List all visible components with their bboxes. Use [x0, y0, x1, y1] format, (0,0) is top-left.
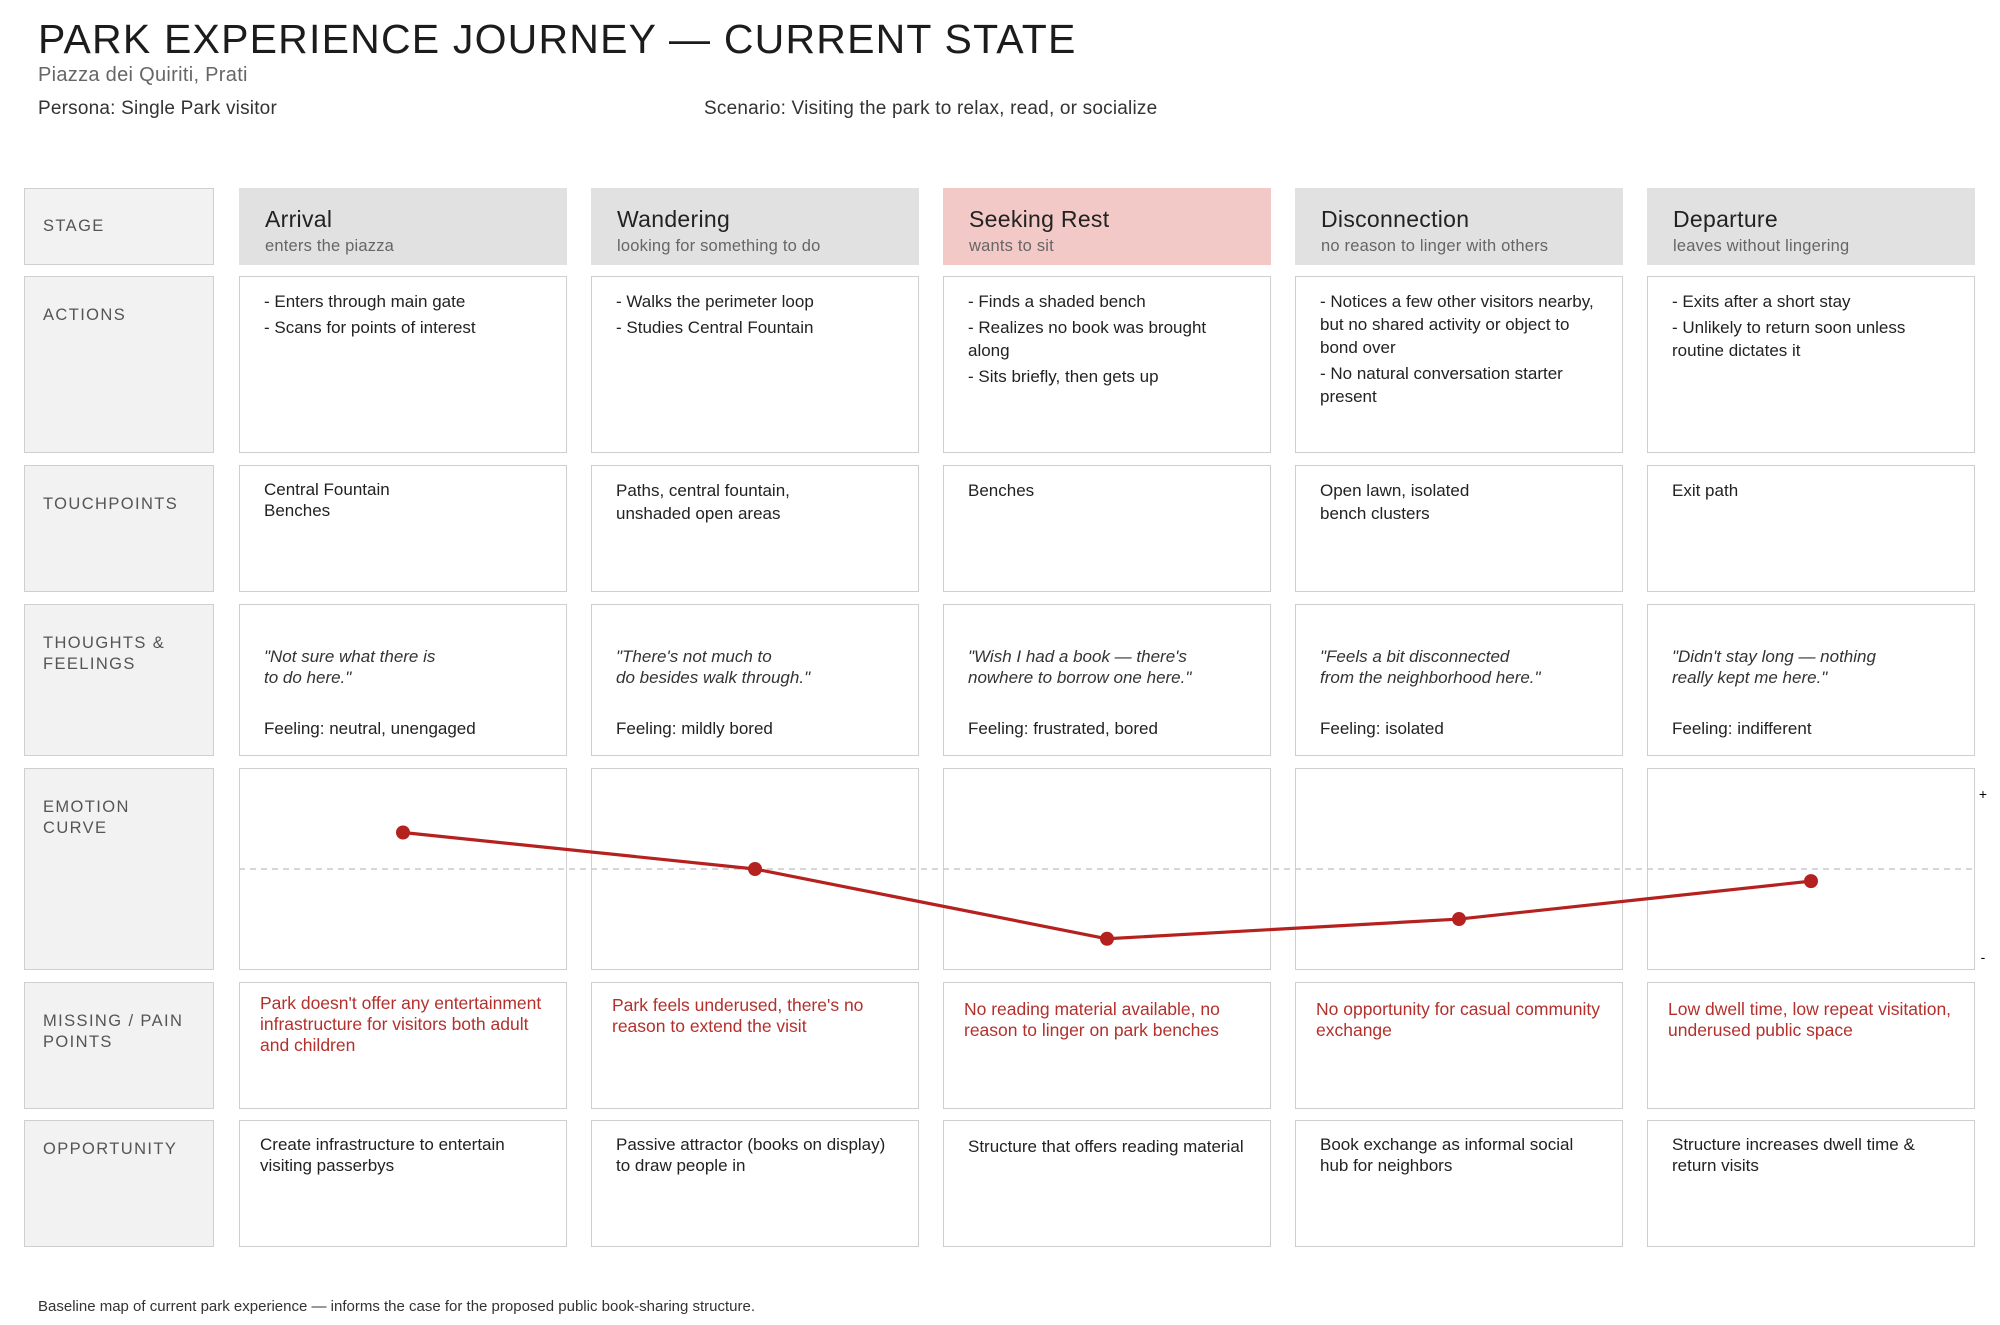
thought-quote: "There's not much to do besides walk through.": [616, 647, 811, 687]
emotion-point-seeking-rest: [1100, 932, 1114, 946]
axis-minus-label: -: [1980, 949, 1986, 965]
row-label-thoughts: THOUGHTS & FEELINGS: [24, 604, 214, 756]
thought-quote: "Feels a bit disconnected from the neighborhood here.": [1320, 647, 1541, 687]
touchpoint-text: Exit path: [1672, 481, 1739, 500]
action-item: - Walks the perimeter loop: [616, 292, 814, 311]
location-subtitle: Piazza dei Quiriti, Prati: [38, 64, 248, 86]
opportunity-cell-disconnection: Book exchange as informal social hub for neighbors: [1295, 1120, 1623, 1247]
feeling-text: Feeling: indifferent: [1672, 719, 1812, 738]
persona-label: Persona: Single Park visitor: [38, 98, 277, 119]
stage-subtitle: no reason to linger with others: [1321, 237, 1549, 255]
action-item: - Studies Central Fountain: [616, 318, 814, 337]
emotion-point-departure: [1804, 874, 1818, 888]
stage-name: Arrival: [265, 206, 333, 232]
row-label-emotion: EMOTION CURVE: [24, 768, 214, 970]
opportunity-cell-wandering: Passive attractor (books on display) to draw people in: [591, 1120, 919, 1247]
row-label-stage: STAGE: [24, 188, 214, 265]
stage-name: Disconnection: [1321, 206, 1470, 232]
stage-subtitle: looking for something to do: [617, 237, 821, 255]
feeling-text: Feeling: neutral, unengaged: [264, 719, 476, 738]
row-label-opportunity: OPPORTUNITY: [24, 1120, 214, 1247]
stage-name: Seeking Rest: [969, 206, 1110, 232]
axis-plus-label: +: [1978, 786, 1988, 802]
emotion-curve-line: [403, 833, 1811, 939]
touchpoint-text: bench clusters: [1320, 504, 1430, 523]
stage-subtitle: leaves without lingering: [1673, 237, 1850, 255]
thought-quote: "Not sure what there is to do here.": [264, 647, 436, 687]
touchpoint-text: Benches: [968, 481, 1035, 500]
opportunity-cell-seeking-rest: Structure that offers reading material: [943, 1120, 1271, 1247]
row-label-actions: ACTIONS: [24, 276, 214, 453]
opportunity-cell-departure: Structure increases dwell time & return visits: [1647, 1120, 1975, 1247]
row-label-touchpoints: TOUCHPOINTS: [24, 465, 214, 592]
emotion-point-arrival: [396, 826, 410, 840]
touchpoint-text: Paths, central fountain,: [616, 481, 790, 500]
action-item: - Finds a shaded bench: [968, 292, 1146, 311]
pain-point-cell-arrival: Park doesn't offer any entertainment infrastructure for visitors both adult and children: [239, 982, 567, 1109]
action-item: - No natural conversation starter present: [1320, 364, 1563, 406]
feeling-text: Feeling: mildly bored: [616, 719, 773, 738]
action-item: - Exits after a short stay: [1672, 292, 1851, 311]
stage-subtitle: enters the piazza: [265, 237, 395, 255]
pain-point-cell-seeking-rest: No reading material available, no reason to linger on park benches: [943, 982, 1271, 1109]
row-label-missing: MISSING / PAIN POINTS: [24, 982, 214, 1109]
opportunity-cell-arrival: Create infrastructure to entertain visiting passerbys: [239, 1120, 567, 1247]
stage-name: Wandering: [617, 206, 731, 232]
action-item: - Notices a few other visitors nearby, but no shared activity or object to bond over: [1320, 292, 1594, 357]
action-item: - Unlikely to return soon unless routine dictates it: [1672, 318, 1906, 360]
stage-name: Departure: [1673, 206, 1778, 232]
touchpoint-text: Benches: [264, 501, 331, 520]
touchpoint-text: unshaded open areas: [616, 504, 781, 523]
scenario-label: Scenario: Visiting the park to relax, read, or socialize: [704, 98, 1158, 119]
action-item: - Realizes no book was brought along: [968, 318, 1207, 360]
emotion-point-disconnection: [1452, 912, 1466, 926]
touchpoint-text: Central Fountain: [264, 480, 390, 499]
footnote: Baseline map of current park experience — informs the case for the proposed public book-sharing structure.: [38, 1298, 756, 1315]
action-item: - Enters through main gate: [264, 292, 466, 311]
feeling-text: Feeling: isolated: [1320, 719, 1444, 738]
thought-quote: "Wish I had a book — there's nowhere to borrow one here.": [968, 647, 1192, 687]
page-title: PARK EXPERIENCE JOURNEY — CURRENT STATE: [38, 16, 1077, 62]
pain-point-cell-disconnection: No opportunity for casual community exchange: [1295, 982, 1623, 1109]
pain-point-cell-wandering: Park feels underused, there's no reason to extend the visit: [591, 982, 919, 1109]
touchpoint-text: Open lawn, isolated: [1320, 481, 1470, 500]
thought-quote: "Didn't stay long — nothing really kept me here.": [1672, 647, 1876, 687]
pain-point-cell-departure: Low dwell time, low repeat visitation, underused public space: [1647, 982, 1975, 1109]
stage-subtitle: wants to sit: [969, 237, 1054, 255]
emotion-point-wandering: [748, 862, 762, 876]
action-item: - Sits briefly, then gets up: [968, 367, 1159, 386]
feeling-text: Feeling: frustrated, bored: [968, 719, 1158, 738]
action-item: - Scans for points of interest: [264, 318, 476, 337]
